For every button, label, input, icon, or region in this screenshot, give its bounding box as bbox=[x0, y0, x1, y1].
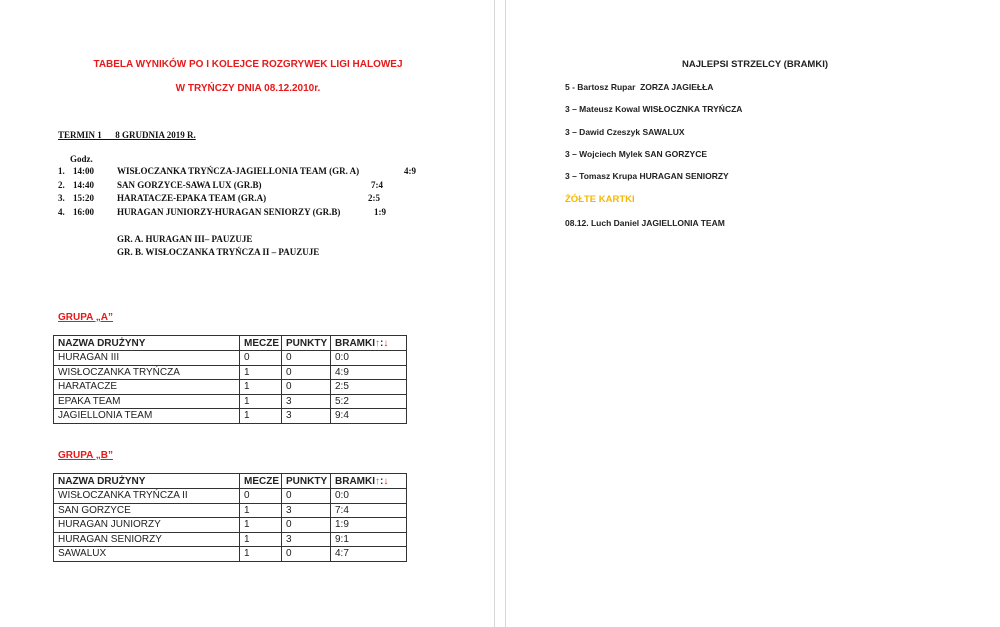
cell-matches: 1 bbox=[240, 380, 282, 395]
match-num: 3. bbox=[58, 193, 65, 203]
yellow-cards-title: ŻÓŁTE KARTKI bbox=[565, 194, 635, 205]
match-num: 1. bbox=[58, 166, 65, 176]
cell-goals: 9:4 bbox=[331, 409, 407, 424]
cell-points: 0 bbox=[282, 365, 331, 380]
match-score: 7:4 bbox=[371, 179, 383, 190]
document-subtitle: W TRYŃCZY DNIA 08.12.2010r. bbox=[175, 83, 321, 94]
cell-goals: 9:1 bbox=[331, 532, 407, 547]
cell-matches: 1 bbox=[240, 518, 282, 533]
cell-goals: 4:9 bbox=[331, 365, 407, 380]
goals-separator: : bbox=[380, 475, 384, 487]
cell-matches: 0 bbox=[240, 489, 282, 504]
table-row bbox=[54, 518, 407, 533]
cell-team-name: HURAGAN SENIORZY bbox=[54, 532, 240, 547]
cell-points: 0 bbox=[282, 518, 331, 533]
match-time: 14:40 bbox=[73, 179, 94, 190]
header-points: PUNKTY bbox=[282, 474, 331, 489]
table-header-row bbox=[54, 336, 407, 351]
cell-points: 3 bbox=[282, 532, 331, 547]
pause-group-b: GR. B. WISŁOCZANKA TRYŃCZA II – PAUZUJE bbox=[117, 247, 320, 257]
cell-goals: 0:0 bbox=[331, 489, 407, 504]
table-row bbox=[54, 503, 407, 518]
group-b-title: GRUPA „B” bbox=[58, 450, 113, 461]
match-score: 4:9 bbox=[404, 166, 416, 176]
cell-goals: 0:0 bbox=[331, 351, 407, 366]
scorer-item: 5 - Bartosz Rupar ZORZA JAGIEŁŁA bbox=[565, 82, 714, 92]
header-matches: MECZE bbox=[240, 336, 282, 351]
cell-team-name: JAGIELLONIA TEAM bbox=[54, 409, 240, 424]
cell-goals: 5:2 bbox=[331, 394, 407, 409]
match-match: HARATACZE-EPAKA TEAM (GR.A) bbox=[117, 193, 267, 203]
table-row bbox=[54, 394, 407, 409]
cell-matches: 0 bbox=[240, 351, 282, 366]
cell-points: 3 bbox=[282, 503, 331, 518]
godz-label: Godz. bbox=[70, 154, 93, 164]
termin-heading: TERMIN 1 8 GRUDNIA 2019 R. bbox=[58, 130, 196, 140]
table-header-row bbox=[54, 474, 407, 489]
match-match: SAN GORZYCE-SAWA LUX (GR.B) bbox=[117, 179, 262, 190]
scorer-item: 3 – Tomasz Krupa HURAGAN SENIORZY bbox=[565, 171, 729, 182]
match-time: 16:00 bbox=[73, 206, 94, 217]
pause-group-a: GR. A. HURAGAN III– PAUZUJE bbox=[117, 234, 253, 244]
cell-team-name: HARATACZE bbox=[54, 380, 240, 395]
goals-label: BRAMKI bbox=[335, 475, 375, 487]
match-time: 14:00 bbox=[73, 166, 94, 176]
table-row bbox=[54, 351, 407, 366]
document-title: TABELA WYNIKÓW PO I KOLEJCE ROZGRYWEK LIGI HALOWEJ bbox=[93, 59, 403, 70]
header-points: PUNKTY bbox=[282, 336, 331, 351]
arrow-up-icon: ↑ bbox=[375, 475, 380, 487]
cell-matches: 1 bbox=[240, 409, 282, 424]
cell-goals: 1:9 bbox=[331, 518, 407, 533]
cell-points: 0 bbox=[282, 380, 331, 395]
cell-team-name: EPAKA TEAM bbox=[54, 394, 240, 409]
cell-matches: 1 bbox=[240, 365, 282, 380]
table-row bbox=[54, 547, 407, 562]
table-row bbox=[54, 380, 407, 395]
match-match: WISŁOCZANKA TRYŃCZA-JAGIELLONIA TEAM (GR. A) bbox=[117, 166, 360, 176]
match-num: 4. bbox=[58, 206, 65, 217]
group-b-table bbox=[53, 473, 407, 562]
match-score: 2:5 bbox=[368, 193, 380, 203]
match-score: 1:9 bbox=[374, 206, 386, 217]
cell-team-name: HURAGAN JUNIORZY bbox=[54, 518, 240, 533]
cell-points: 3 bbox=[282, 394, 331, 409]
header-matches: MECZE bbox=[240, 474, 282, 489]
arrow-down-icon: ↓ bbox=[383, 475, 389, 487]
group-a-title: GRUPA „A” bbox=[58, 312, 113, 323]
cell-points: 0 bbox=[282, 547, 331, 562]
cell-points: 0 bbox=[282, 351, 331, 366]
table-row bbox=[54, 409, 407, 424]
cell-points: 0 bbox=[282, 489, 331, 504]
cell-points: 3 bbox=[282, 409, 331, 424]
header-goals bbox=[331, 336, 407, 351]
cell-matches: 1 bbox=[240, 532, 282, 547]
arrow-up-icon: ↑ bbox=[375, 337, 380, 349]
table-row bbox=[54, 489, 407, 504]
scorer-item: 3 – Wojciech Mylek SAN GORZYCE bbox=[565, 148, 708, 159]
cell-goals: 7:4 bbox=[331, 503, 407, 518]
page-edge-left bbox=[494, 0, 495, 627]
match-match: HURAGAN JUNIORZY-HURAGAN SENIORZY (GR.B) bbox=[117, 206, 341, 217]
cell-team-name: HURAGAN III bbox=[54, 351, 240, 366]
goals-separator: : bbox=[380, 337, 384, 349]
match-num: 2. bbox=[58, 179, 65, 190]
table-row bbox=[54, 532, 407, 547]
scorer-item: 3 – Dawid Czeszyk SAWALUX bbox=[565, 126, 685, 137]
arrow-down-icon: ↓ bbox=[383, 337, 389, 349]
cell-goals: 2:5 bbox=[331, 380, 407, 395]
yellow-card-item: 08.12. Luch Daniel JAGIELLONIA TEAM bbox=[565, 218, 725, 228]
page-edge-right bbox=[505, 0, 506, 627]
cell-matches: 1 bbox=[240, 503, 282, 518]
match-time: 15:20 bbox=[73, 193, 94, 203]
cell-matches: 1 bbox=[240, 547, 282, 562]
cell-team-name: SAN GORZYCE bbox=[54, 503, 240, 518]
header-name: NAZWA DRUŻYNY bbox=[54, 474, 240, 489]
goals-label: BRAMKI bbox=[335, 337, 375, 349]
table-row bbox=[54, 365, 407, 380]
scorer-item: 3 – Mateusz Kowal WISŁOCZNKA TRYŃCZA bbox=[565, 104, 743, 115]
cell-team-name: WISŁOCZANKA TRYŃCZA bbox=[54, 365, 240, 380]
top-scorers-title: NAJLEPSI STRZELCY (BRAMKI) bbox=[681, 59, 829, 70]
header-goals bbox=[331, 474, 407, 489]
group-a-table bbox=[53, 335, 407, 424]
cell-team-name: SAWALUX bbox=[54, 547, 240, 562]
header-name: NAZWA DRUŻYNY bbox=[54, 336, 240, 351]
cell-team-name: WISŁOCZANKA TRYŃCZA II bbox=[54, 489, 240, 504]
cell-goals: 4:7 bbox=[331, 547, 407, 562]
cell-matches: 1 bbox=[240, 394, 282, 409]
